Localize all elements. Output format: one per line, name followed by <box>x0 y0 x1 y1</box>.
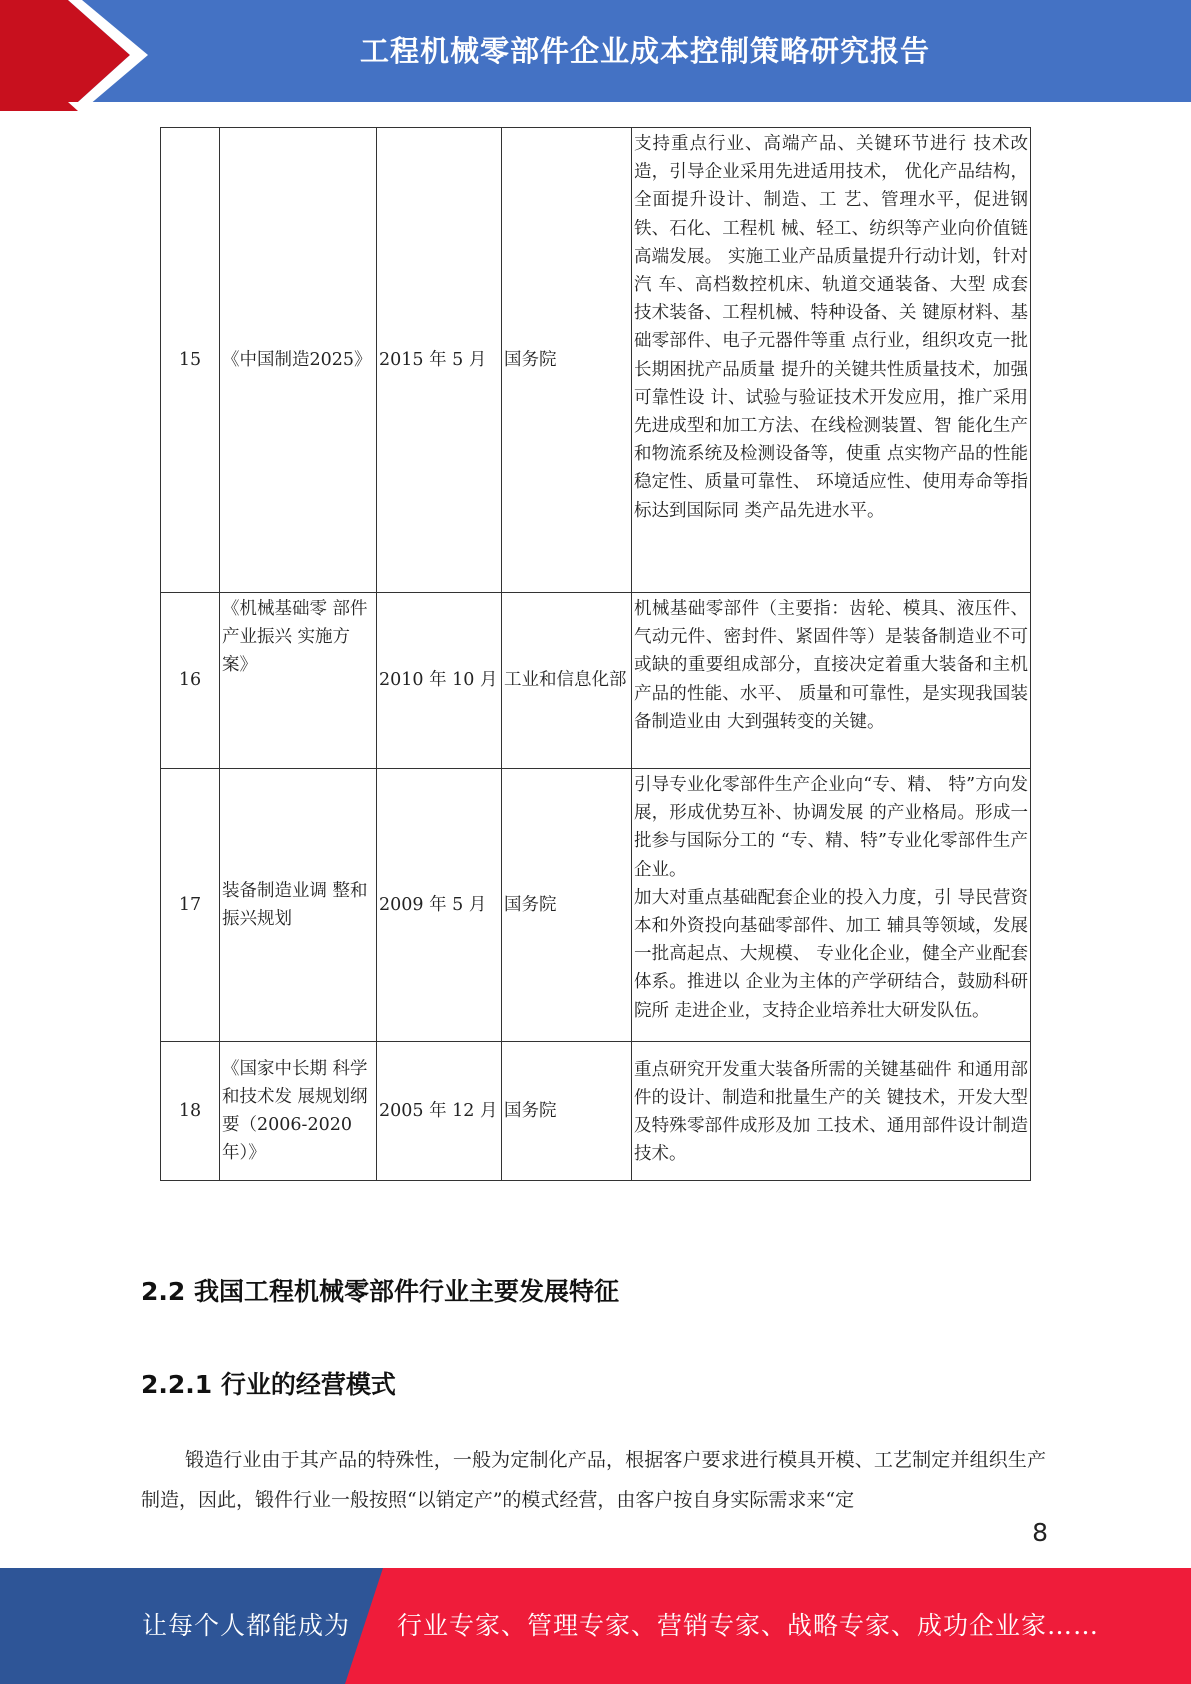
policy-content <box>632 769 1031 1042</box>
policy-content: 机械基础零部件（主要指：齿轮、模具、液压件、气动元件、密封件、紧固件等）是装备制造业不可或缺的重要组成部分，直接决定着重大装备和主机产品的性能、水平、 质量和可靠性，是实现我国装备制造业由 大到强转变的关键。 <box>632 593 1031 769</box>
table-row <box>161 769 1031 1042</box>
policy-issuer: 国务院 <box>502 1042 632 1181</box>
policy-table <box>160 127 1031 1181</box>
row-number: 18 <box>161 1042 220 1181</box>
policy-content-paragraph: 加大对重点基础配套企业的投入力度，引 导民营资本和外资投向基础零部件、加工 辅具等领域，发展一批高起点、大规模、 专业化企业，健全产业配套体系。推进以 企业为主体的产学研结合，鼓励科研院所 走进企业，支持企业培养壮大研发队伍。 <box>634 887 1028 1021</box>
policy-issuer: 国务院 <box>502 128 632 593</box>
page-number: 8 <box>1032 1518 1048 1547</box>
policy-date: 2005 年 12 月 <box>377 1042 502 1181</box>
policy-name: 装备制造业调 整和振兴规划 <box>220 769 377 1042</box>
document-title: 工程机械零部件企业成本控制策略研究报告 <box>359 34 930 68</box>
policy-content: 支持重点行业、高端产品、关键环节进行 技术改造，引导企业采用先进适用技术， 优化产品结构，全面提升设计、制造、工 艺、管理水平，促进钢铁、石化、工程机 械、轻工、纺织等产业向价值链高端发展。 实施工业产品质量提升行动计划，针对汽 车、高档数控机床、轨道交通装备、大型 成套技术装备、工程机械、特种设备、关 键原材料、基础零部件、电子元器件等重 点行业，组织攻克一批长期困扰产品质量 提升的关键共性质量技术，加强可靠性设 计、试验与验证技术开发应用，推广采用 先进成型和加工方法、在线检测装置、智 能化生产和物流系统及检测设备等，使重 点实物产品的性能稳定性、质量可靠性、 环境适应性、使用寿命等指标达到国际同 类产品先进水平。 <box>632 128 1031 593</box>
policy-name: 《国家中长期 科学和技术发 展规划纲要（2006-2020年）》 <box>220 1042 377 1181</box>
page-footer <box>0 1568 1191 1684</box>
policy-issuer: 国务院 <box>502 769 632 1042</box>
section-heading: 2.2 我国工程机械零部件行业主要发展特征 <box>141 1277 619 1306</box>
table-row <box>161 128 1031 593</box>
policy-content: 重点研究开发重大装备所需的关键基础件 和通用部件的设计、制造和批量生产的关 键技术，开发大型及特殊零部件成形及加 工技术、通用部件设计制造技术。 <box>632 1042 1031 1181</box>
page-header <box>0 0 1191 111</box>
policy-date: 2009 年 5 月 <box>377 769 502 1042</box>
row-number: 16 <box>161 593 220 769</box>
row-number: 17 <box>161 769 220 1042</box>
subsection-heading: 2.2.1 行业的经营模式 <box>141 1370 396 1399</box>
table-row <box>161 593 1031 769</box>
row-number: 15 <box>161 128 220 593</box>
policy-content-paragraph: 引导专业化零部件生产企业向“专、精、 特”方向发展，形成优势互补、协调发展 的产业格局。形成一批参与国际分工的 “专、精、特”专业化零部件生产企业。 <box>634 775 1028 880</box>
policy-name: 《中国制造2025》 <box>220 128 377 593</box>
body-paragraph: 锻造行业由于其产品的特殊性，一般为定制化产品，根据客户要求进行模具开模、工艺制定并组织生产制造，因此，锻件行业一般按照“以销定产”的模式经营，由客户按自身实际需求来“定 <box>141 1449 1046 1511</box>
policy-date: 2010 年 10 月 <box>377 593 502 769</box>
policy-issuer: 工业和信息化部 <box>502 593 632 769</box>
footer-slogan-right: 行业专家、管理专家、营销专家、战略专家、成功企业家…… <box>397 1611 1100 1640</box>
footer-slogan-left: 让每个人都能成为 <box>142 1611 351 1640</box>
policy-name: 《机械基础零 部件产业振兴 实施方案》 <box>220 593 377 769</box>
policy-date: 2015 年 5 月 <box>377 128 502 593</box>
table-row <box>161 1042 1031 1181</box>
